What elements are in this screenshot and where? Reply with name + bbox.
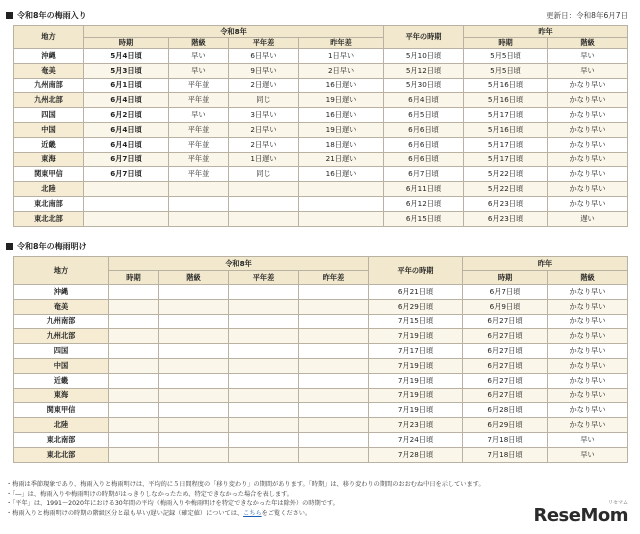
table-cell: 6日早い bbox=[229, 49, 299, 64]
region-cell: 九州南部 bbox=[14, 314, 109, 329]
table-cell bbox=[229, 182, 299, 197]
table-cell bbox=[159, 388, 229, 403]
table-cell: 7月19日頃 bbox=[369, 388, 463, 403]
table-cell: かなり早い bbox=[548, 299, 628, 314]
header-normal: 平年の時期 bbox=[384, 26, 464, 49]
header-last-period: 時期 bbox=[463, 271, 548, 285]
header-region: 地方 bbox=[14, 26, 84, 49]
table-cell: 6月27日頃 bbox=[463, 344, 548, 359]
table-cell bbox=[109, 432, 159, 447]
table-cell bbox=[229, 447, 299, 462]
table-cell: 6月27日頃 bbox=[463, 373, 548, 388]
table-cell: 6月1日頃 bbox=[84, 78, 169, 93]
table-cell: 6月5日頃 bbox=[384, 108, 464, 123]
table-cell bbox=[229, 211, 299, 226]
table-cell: 2日遅い bbox=[229, 78, 299, 93]
table-row bbox=[14, 329, 628, 344]
table-cell: かなり早い bbox=[548, 358, 628, 373]
table-cell: 2日早い bbox=[229, 122, 299, 137]
table-row bbox=[14, 182, 628, 197]
table-cell bbox=[229, 432, 299, 447]
table-row bbox=[14, 388, 628, 403]
table-cell: かなり早い bbox=[548, 388, 628, 403]
table-cell: 6月4日頃 bbox=[84, 93, 169, 108]
table-cell: 6月21日頃 bbox=[369, 285, 463, 300]
table-cell: 5月17日頃 bbox=[464, 108, 548, 123]
table-cell: 7月28日頃 bbox=[369, 447, 463, 462]
region-cell: 四国 bbox=[14, 108, 84, 123]
table-row bbox=[14, 196, 628, 211]
table-cell: 6月29日頃 bbox=[369, 299, 463, 314]
table-row bbox=[14, 358, 628, 373]
table-cell bbox=[159, 403, 229, 418]
table-cell: 16日遅い bbox=[299, 167, 384, 182]
table-cell bbox=[109, 418, 159, 433]
table-cell bbox=[229, 285, 299, 300]
table-cell: 16日遅い bbox=[299, 78, 384, 93]
table-cell bbox=[299, 388, 369, 403]
table-cell: 7月15日頃 bbox=[369, 314, 463, 329]
table-cell: 7月18日頃 bbox=[463, 432, 548, 447]
table-row bbox=[14, 63, 628, 78]
header-diff-last: 昨年差 bbox=[299, 38, 384, 49]
table-cell bbox=[229, 358, 299, 373]
section1-title: 令和8年の梅雨入り bbox=[6, 10, 87, 22]
table-cell bbox=[159, 285, 229, 300]
footnote: ・「―」は、梅雨入りや梅雨明けの時期がはっきりしなかったため、特定できなかった場合を表します。 bbox=[6, 490, 293, 498]
table-cell bbox=[299, 432, 369, 447]
table-cell: 6月7日頃 bbox=[84, 152, 169, 167]
table-cell: かなり早い bbox=[548, 152, 628, 167]
table-cell: 19日遅い bbox=[299, 93, 384, 108]
table-cell: 平年並 bbox=[169, 93, 229, 108]
table-cell: 5月16日頃 bbox=[464, 78, 548, 93]
table-cell: 5月12日頃 bbox=[384, 63, 464, 78]
region-cell: 奄美 bbox=[14, 63, 84, 78]
table-cell bbox=[109, 344, 159, 359]
table-cell: 平年並 bbox=[169, 167, 229, 182]
table-cell bbox=[299, 196, 384, 211]
table-cell bbox=[159, 373, 229, 388]
table-cell: 7月19日頃 bbox=[369, 403, 463, 418]
section2-title: 令和8年の梅雨明け bbox=[6, 241, 87, 253]
header-region: 地方 bbox=[14, 257, 109, 285]
table-cell: かなり早い bbox=[548, 403, 628, 418]
table-cell: 6月23日頃 bbox=[464, 196, 548, 211]
table-cell bbox=[299, 447, 369, 462]
table-cell: かなり早い bbox=[548, 196, 628, 211]
region-cell: 東北南部 bbox=[14, 432, 109, 447]
table-row bbox=[14, 344, 628, 359]
table-row bbox=[14, 108, 628, 123]
region-cell: 東北北部 bbox=[14, 447, 109, 462]
table-cell: 早い bbox=[169, 63, 229, 78]
table-cell bbox=[109, 388, 159, 403]
header-last-year: 昨年 bbox=[464, 26, 628, 38]
table-cell: 早い bbox=[169, 108, 229, 123]
table-cell: 6月4日頃 bbox=[384, 93, 464, 108]
table-cell: 早い bbox=[548, 63, 628, 78]
table-cell: 6月7日頃 bbox=[384, 167, 464, 182]
table-body bbox=[14, 49, 628, 227]
rainy-season-end-table bbox=[13, 256, 628, 463]
table-cell: 平年並 bbox=[169, 122, 229, 137]
header-normal: 平年の時期 bbox=[369, 257, 463, 285]
header-period: 時期 bbox=[109, 271, 159, 285]
table-cell: 18日遅い bbox=[299, 137, 384, 152]
table-cell: かなり早い bbox=[548, 122, 628, 137]
table-row bbox=[14, 78, 628, 93]
table-cell: 21日遅い bbox=[299, 152, 384, 167]
table-cell: 6月27日頃 bbox=[463, 314, 548, 329]
table-body bbox=[14, 285, 628, 463]
table-row bbox=[14, 285, 628, 300]
table-row bbox=[14, 373, 628, 388]
table-cell bbox=[299, 285, 369, 300]
grade-info-link[interactable]: こちら bbox=[243, 509, 262, 517]
table-cell bbox=[299, 358, 369, 373]
region-cell: 東北北部 bbox=[14, 211, 84, 226]
table-cell: 1日遅い bbox=[229, 152, 299, 167]
region-cell: 東海 bbox=[14, 152, 84, 167]
table-cell: 5月4日頃 bbox=[84, 49, 169, 64]
table-cell: かなり早い bbox=[548, 93, 628, 108]
table-cell: 7月19日頃 bbox=[369, 373, 463, 388]
table-cell bbox=[159, 344, 229, 359]
table-cell: 6月15日頃 bbox=[384, 211, 464, 226]
header-last-period: 時期 bbox=[464, 38, 548, 49]
table-cell: 5月3日頃 bbox=[84, 63, 169, 78]
table-cell: 平年並 bbox=[169, 78, 229, 93]
header-last-grade: 階級 bbox=[548, 38, 628, 49]
square-bullet-icon bbox=[6, 12, 13, 19]
table-cell bbox=[84, 196, 169, 211]
table-cell: 6月27日頃 bbox=[463, 388, 548, 403]
table-row bbox=[14, 432, 628, 447]
table-cell bbox=[169, 211, 229, 226]
table-cell bbox=[299, 299, 369, 314]
table-cell: 早い bbox=[548, 49, 628, 64]
table-cell: かなり早い bbox=[548, 78, 628, 93]
table-cell: 6月7日頃 bbox=[84, 167, 169, 182]
table-row bbox=[14, 137, 628, 152]
table-cell: 2日早い bbox=[229, 137, 299, 152]
table-cell: 7月18日頃 bbox=[463, 447, 548, 462]
table-row bbox=[14, 299, 628, 314]
square-bullet-icon bbox=[6, 243, 13, 250]
table-cell: 6月11日頃 bbox=[384, 182, 464, 197]
table-cell bbox=[229, 403, 299, 418]
header-grade: 階級 bbox=[169, 38, 229, 49]
table-cell bbox=[229, 373, 299, 388]
table-cell: かなり早い bbox=[548, 167, 628, 182]
table-row bbox=[14, 447, 628, 462]
table-cell: 6月6日頃 bbox=[384, 152, 464, 167]
table-row bbox=[14, 418, 628, 433]
table-cell: かなり早い bbox=[548, 373, 628, 388]
table-row bbox=[14, 152, 628, 167]
table-cell bbox=[229, 314, 299, 329]
table-cell bbox=[229, 329, 299, 344]
table-cell bbox=[109, 314, 159, 329]
region-cell: 沖縄 bbox=[14, 285, 109, 300]
table-cell bbox=[84, 182, 169, 197]
table-cell bbox=[299, 373, 369, 388]
table-cell: かなり早い bbox=[548, 108, 628, 123]
table-cell: 平年並 bbox=[169, 137, 229, 152]
region-cell: 近畿 bbox=[14, 137, 84, 152]
table-cell: 3日早い bbox=[229, 108, 299, 123]
footnote: ・梅雨は季節現象であり、梅雨入りと梅雨明けは、平均的に５日間程度の「移り変わり」の期間があります。「時期」は、移り変わりの期間のおおむね中日を示しています。 bbox=[6, 481, 485, 488]
table-cell bbox=[229, 196, 299, 211]
table-cell: 6月29日頃 bbox=[463, 418, 548, 433]
header-period: 時期 bbox=[84, 38, 169, 49]
table-cell: 6月6日頃 bbox=[384, 137, 464, 152]
region-cell: 沖縄 bbox=[14, 49, 84, 64]
header-diff-normal: 平年差 bbox=[229, 271, 299, 285]
table-row bbox=[14, 211, 628, 226]
table-cell bbox=[169, 196, 229, 211]
table-cell: 5月17日頃 bbox=[464, 137, 548, 152]
table-cell bbox=[159, 314, 229, 329]
rainy-season-start-table bbox=[13, 25, 628, 227]
table-cell: 平年並 bbox=[169, 152, 229, 167]
region-cell: 東北南部 bbox=[14, 196, 84, 211]
table-cell bbox=[159, 358, 229, 373]
footnote: ・「平年」は、1991～2020年における30年間の平均（梅雨入りや梅雨明けを特定できなかった年は除外）の時期です。 bbox=[6, 500, 339, 507]
table-cell bbox=[299, 329, 369, 344]
table-cell: 早い bbox=[548, 432, 628, 447]
table-cell: かなり早い bbox=[548, 285, 628, 300]
header-reiwa: 令和8年 bbox=[109, 257, 369, 271]
table-cell: 1日早い bbox=[299, 49, 384, 64]
table-cell: 早い bbox=[548, 447, 628, 462]
table-cell bbox=[229, 299, 299, 314]
table-cell: かなり早い bbox=[548, 182, 628, 197]
table-cell: 6月27日頃 bbox=[463, 329, 548, 344]
table-cell bbox=[109, 329, 159, 344]
table-cell bbox=[159, 432, 229, 447]
table-cell: かなり早い bbox=[548, 137, 628, 152]
table-cell bbox=[299, 182, 384, 197]
table-cell: 同じ bbox=[229, 167, 299, 182]
header-diff-normal: 平年差 bbox=[229, 38, 299, 49]
header-grade: 階級 bbox=[159, 271, 229, 285]
table-cell: かなり早い bbox=[548, 329, 628, 344]
table-cell: 6月23日頃 bbox=[464, 211, 548, 226]
table-cell bbox=[159, 418, 229, 433]
table-cell: 9日早い bbox=[229, 63, 299, 78]
table-row bbox=[14, 314, 628, 329]
header-reiwa: 令和8年 bbox=[84, 26, 384, 38]
table-cell bbox=[229, 418, 299, 433]
table-cell: 6月7日頃 bbox=[463, 285, 548, 300]
table-cell bbox=[109, 447, 159, 462]
table-cell bbox=[299, 211, 384, 226]
region-cell: 関東甲信 bbox=[14, 167, 84, 182]
table-cell: 2日早い bbox=[299, 63, 384, 78]
region-cell: 中国 bbox=[14, 122, 84, 137]
footnote: ・梅雨入りと梅雨明けの時期の階級区分と最も早い/遅い記録（確定値）については、こちらをご覧ください。 bbox=[6, 509, 312, 517]
table-cell: 7月19日頃 bbox=[369, 358, 463, 373]
table-cell: 6月27日頃 bbox=[463, 358, 548, 373]
table-cell: 5月10日頃 bbox=[384, 49, 464, 64]
table-cell: 6月9日頃 bbox=[463, 299, 548, 314]
table-cell: 7月17日頃 bbox=[369, 344, 463, 359]
region-cell: 中国 bbox=[14, 358, 109, 373]
table-cell bbox=[159, 329, 229, 344]
table-cell: 6月6日頃 bbox=[384, 122, 464, 137]
updated-date: 更新日：令和8年6月7日 bbox=[546, 11, 628, 20]
table-cell bbox=[299, 344, 369, 359]
table-cell bbox=[109, 373, 159, 388]
table-cell: かなり早い bbox=[548, 344, 628, 359]
table-cell bbox=[229, 388, 299, 403]
region-cell: 関東甲信 bbox=[14, 403, 109, 418]
table-cell: 6月12日頃 bbox=[384, 196, 464, 211]
header-last-grade: 階級 bbox=[548, 271, 628, 285]
table-cell: 5月16日頃 bbox=[464, 93, 548, 108]
table-cell bbox=[109, 403, 159, 418]
table-cell: 早い bbox=[169, 49, 229, 64]
region-cell: 九州南部 bbox=[14, 78, 84, 93]
table-cell: 5月17日頃 bbox=[464, 152, 548, 167]
table-cell bbox=[109, 358, 159, 373]
table-cell: 5月5日頃 bbox=[464, 49, 548, 64]
region-cell: 四国 bbox=[14, 344, 109, 359]
table-cell: 6月28日頃 bbox=[463, 403, 548, 418]
region-cell: 九州北部 bbox=[14, 329, 109, 344]
region-cell: 北陸 bbox=[14, 418, 109, 433]
region-cell: 東海 bbox=[14, 388, 109, 403]
table-row bbox=[14, 93, 628, 108]
table-cell bbox=[109, 299, 159, 314]
table-cell: 5月16日頃 bbox=[464, 122, 548, 137]
table-cell bbox=[84, 211, 169, 226]
header-last-year: 昨年 bbox=[463, 257, 628, 271]
region-cell: 九州北部 bbox=[14, 93, 84, 108]
table-cell: 16日遅い bbox=[299, 108, 384, 123]
table-cell: 7月23日頃 bbox=[369, 418, 463, 433]
table-cell bbox=[299, 314, 369, 329]
table-cell bbox=[159, 299, 229, 314]
table-cell: かなり早い bbox=[548, 314, 628, 329]
table-row bbox=[14, 49, 628, 64]
table-cell: 7月24日頃 bbox=[369, 432, 463, 447]
table-cell bbox=[299, 403, 369, 418]
table-cell: 19日遅い bbox=[299, 122, 384, 137]
table-cell: 同じ bbox=[229, 93, 299, 108]
table-cell: 5月5日頃 bbox=[464, 63, 548, 78]
table-row bbox=[14, 403, 628, 418]
table-cell bbox=[169, 182, 229, 197]
table-cell: 6月2日頃 bbox=[84, 108, 169, 123]
table-cell bbox=[109, 285, 159, 300]
region-cell: 奄美 bbox=[14, 299, 109, 314]
table-cell: 5月30日頃 bbox=[384, 78, 464, 93]
table-cell: 7月19日頃 bbox=[369, 329, 463, 344]
table-cell: 6月4日頃 bbox=[84, 137, 169, 152]
table-cell bbox=[299, 418, 369, 433]
region-cell: 近畿 bbox=[14, 373, 109, 388]
table-row bbox=[14, 167, 628, 182]
resemom-logo: リセマム ReseMom bbox=[533, 500, 628, 526]
table-cell bbox=[159, 447, 229, 462]
table-cell: 5月22日頃 bbox=[464, 167, 548, 182]
table-cell: 遅い bbox=[548, 211, 628, 226]
region-cell: 北陸 bbox=[14, 182, 84, 197]
table-row bbox=[14, 122, 628, 137]
header-diff-last: 昨年差 bbox=[299, 271, 369, 285]
table-cell: 6月4日頃 bbox=[84, 122, 169, 137]
table-cell bbox=[229, 344, 299, 359]
table-cell: かなり早い bbox=[548, 418, 628, 433]
table-cell: 5月22日頃 bbox=[464, 182, 548, 197]
